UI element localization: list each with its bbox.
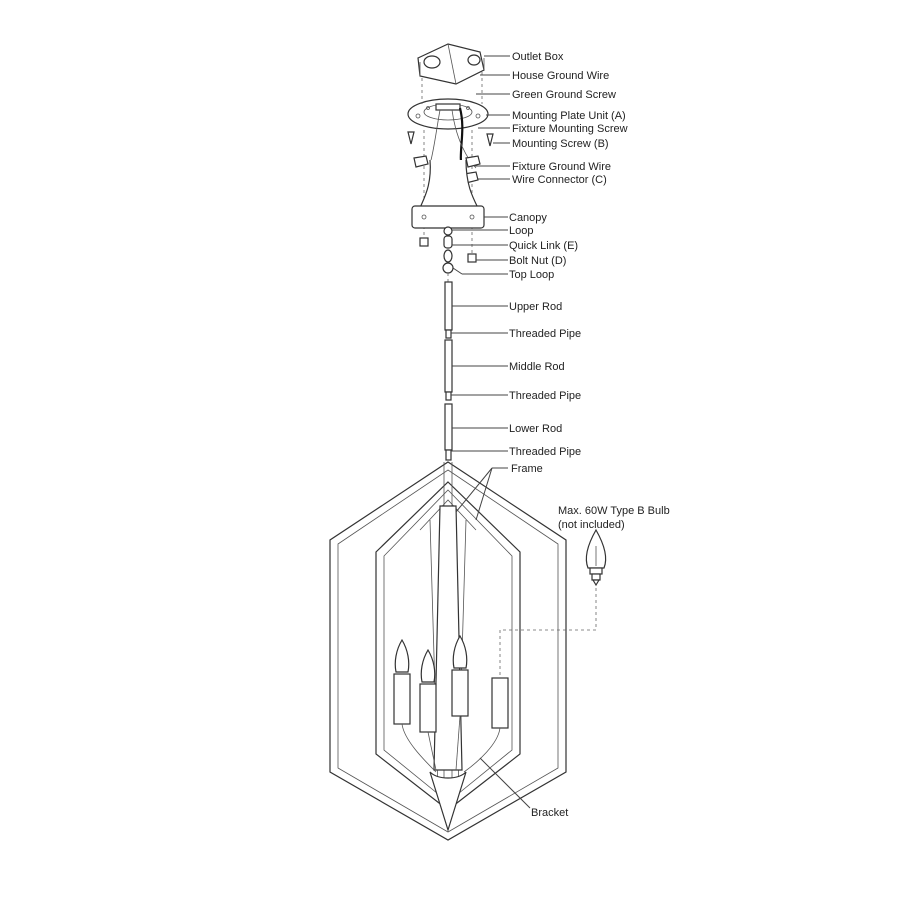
label-quick-link: Quick Link (E) [509, 240, 579, 252]
label-house-ground-wire: House Ground Wire [512, 70, 610, 82]
label-bolt-nut: Bolt Nut (D) [509, 255, 567, 267]
label-bracket: Bracket [531, 807, 569, 819]
bolt-nut [468, 254, 476, 262]
label-green-ground-screw: Green Ground Screw [512, 89, 616, 101]
mounting-plate [408, 99, 488, 129]
loop-chain [443, 227, 453, 282]
rod-stack [445, 282, 452, 460]
label-canopy: Canopy [509, 212, 547, 224]
label-lower-rod: Lower Rod [509, 423, 563, 435]
threaded-pipe-3 [446, 450, 451, 460]
label-middle-rod: Middle Rod [509, 361, 565, 373]
label-threaded-pipe-3: Threaded Pipe [509, 446, 582, 458]
label-mounting-screw: Mounting Screw (B) [512, 138, 609, 150]
label-frame: Frame [511, 463, 543, 475]
label-upper-rod: Upper Rod [509, 301, 563, 313]
frame [330, 462, 569, 840]
threaded-pipe-1 [446, 330, 451, 338]
label-fixture-ground-wire: Fixture Ground Wire [512, 161, 612, 173]
label-bulb-line2: (not included) [558, 519, 625, 531]
canopy [412, 160, 484, 228]
wire-connector-left [414, 156, 428, 167]
label-top-loop: Top Loop [509, 269, 555, 281]
label-loop: Loop [509, 225, 534, 237]
middle-rod [445, 340, 452, 392]
upper-rod [445, 282, 452, 330]
label-outlet-box: Outlet Box [512, 51, 564, 63]
label-mounting-plate: Mounting Plate Unit (A) [512, 110, 626, 122]
label-wire-connector: Wire Connector (C) [512, 174, 607, 186]
bulb-icon [586, 530, 605, 585]
label-threaded-pipe-2: Threaded Pipe [509, 390, 582, 402]
threaded-pipe-2 [446, 392, 451, 400]
lower-rod [445, 404, 452, 450]
mounting-screw-left [408, 132, 414, 144]
label-bulb-line1: Max. 60W Type B Bulb [558, 505, 670, 517]
canopy-screw-left [420, 238, 428, 246]
outlet-box [418, 44, 484, 84]
wire-connector-mid [466, 156, 480, 167]
label-threaded-pipe-1: Threaded Pipe [509, 328, 582, 340]
label-fixture-mounting-screw: Fixture Mounting Screw [512, 123, 628, 135]
mounting-screw-right [487, 134, 493, 146]
